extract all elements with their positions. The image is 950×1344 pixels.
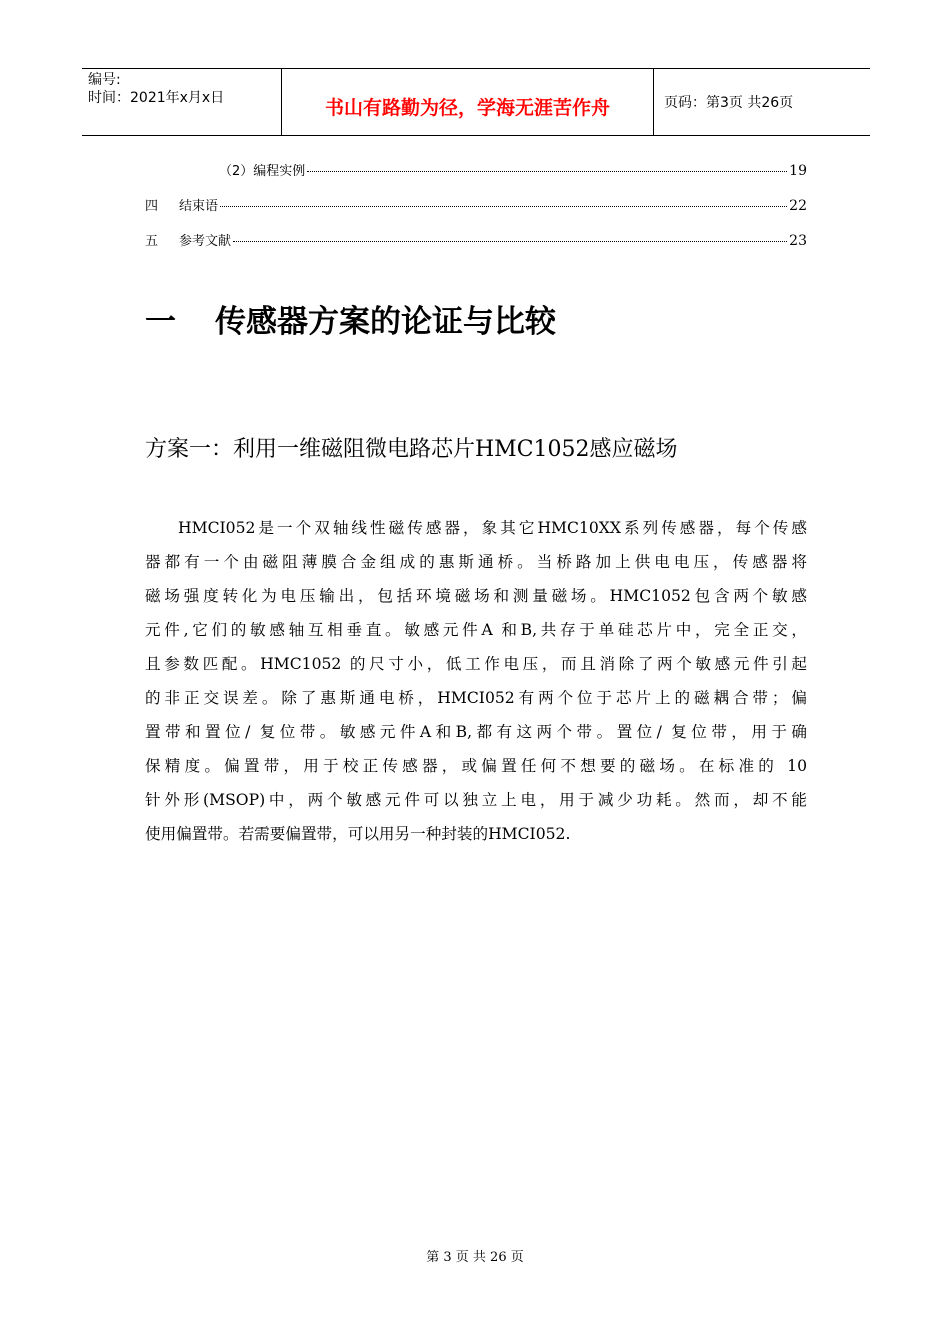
- paragraph-line: 且参数匹配。HMC1052 的尺寸小，低工作电压，而且消除了两个敏感元件引起: [145, 655, 807, 673]
- section-title: 传感器方案的论证与比较: [215, 304, 556, 340]
- toc-entry-number: 四: [145, 199, 159, 214]
- document-time-label: 时间：2021年x月x日: [88, 90, 225, 106]
- paragraph-line: 器都有一个由磁阻薄膜合金组成的惠斯通桥。当桥路加上供电电压，传感器将: [145, 553, 807, 571]
- document-number-label: 编号:: [88, 72, 121, 88]
- toc-entry-page: 22: [789, 198, 807, 214]
- page-footer: 第 3 页 共 26 页: [426, 1250, 524, 1265]
- toc-entry-page: 19: [789, 163, 807, 179]
- subsection-heading: 方案一：利用一维磁阻微电路芯片HMC1052感应磁场: [145, 437, 678, 462]
- header-page-info: 页码：第3页 共26页: [664, 95, 794, 111]
- table-of-contents: [145, 160, 807, 265]
- toc-entry-title: 参考文献: [179, 234, 232, 249]
- toc-entry-title: 结束语: [179, 199, 219, 214]
- paragraph-line: 使用偏置带。若需要偏置带，可以用另一种封装的HMCI052.: [145, 825, 571, 843]
- toc-entry[interactable]: [145, 195, 807, 230]
- paragraph-line: 保精度。偏置带，用于校正传感器，或偏置任何不想要的磁场。在标准的 10: [145, 757, 807, 775]
- section-number: 一: [145, 304, 176, 340]
- toc-entry[interactable]: [145, 230, 807, 265]
- paragraph-line: HMCI052是一个双轴线性磁传感器，象其它HMC10XX系列传感器，每个传感: [178, 519, 807, 537]
- paragraph-line: 磁场强度转化为电压输出，包括环境磁场和测量磁场。HMC1052包含两个敏感: [145, 587, 807, 605]
- page-header: [82, 68, 870, 136]
- paragraph-line: 置带和置位/ 复位带。敏感元件A和B,都有这两个带。置位/ 复位带，用于确: [145, 723, 807, 741]
- toc-leader-dots: [220, 206, 787, 207]
- section-heading: [145, 296, 556, 341]
- paragraph-line: 的非正交误差。除了惠斯通电桥，HMCI052有两个位于芯片上的磁耦合带；偏: [145, 689, 807, 707]
- toc-entry-page: 23: [789, 233, 807, 249]
- toc-leader-dots: [307, 171, 787, 172]
- body-paragraph: [145, 511, 807, 851]
- toc-entry-number: 五: [145, 234, 159, 249]
- header-meta: [82, 69, 282, 135]
- paragraph-line: 针外形(MSOP)中，两个敏感元件可以独立上电，用于减少功耗。然而，却不能: [145, 791, 807, 809]
- toc-leader-dots: [233, 241, 787, 242]
- toc-entry[interactable]: [145, 160, 807, 195]
- toc-entry-title: （2）编程实例: [219, 164, 306, 179]
- header-motto: 书山有路勤为径，学海无涯苦作舟: [282, 69, 654, 135]
- paragraph-line: 元件,它们的敏感轴互相垂直。敏感元件A 和B,共存于单硅芯片中，完全正交，: [145, 621, 807, 639]
